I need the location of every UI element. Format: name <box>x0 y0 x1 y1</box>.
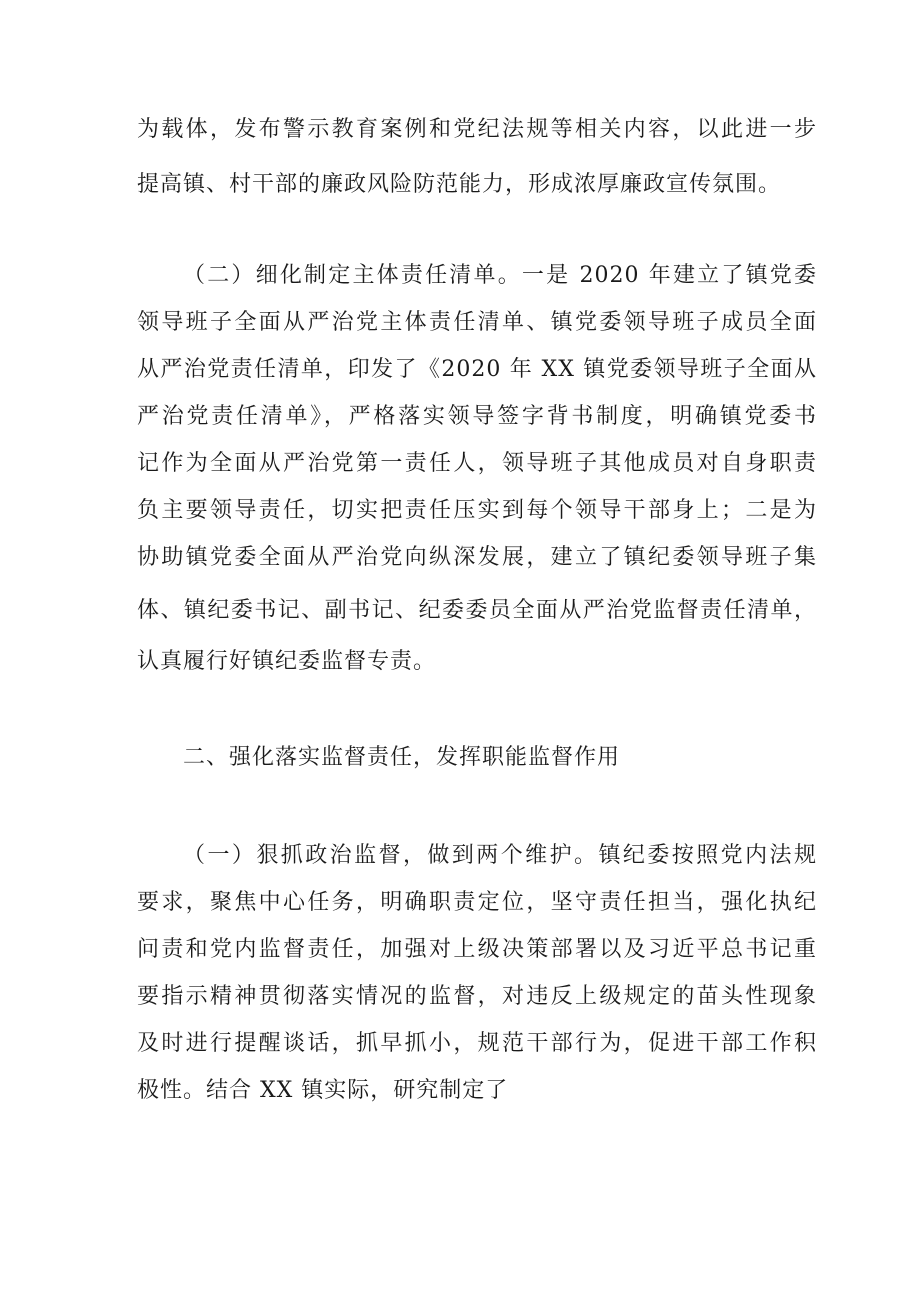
paragraph-line: 体、镇纪委书记、副书记、纪委委员全面从严治党监督责任清单， <box>137 598 817 623</box>
paragraph-line: 记作为全面从严治党第一责任人，领导班子其他成员对自身职责 <box>137 451 817 476</box>
paragraph-line: 协助镇党委全面从严治党向纵深发展，建立了镇纪委领导班子集 <box>137 545 817 570</box>
paragraph-line: 从严治党责任清单，印发了《2020 年 XX 镇党委领导班子全面从 <box>137 357 817 382</box>
paragraph-line: 认真履行好镇纪委监督专责。 <box>137 649 437 674</box>
paragraph-line: 问责和党内监督责任，加强对上级决策部署以及习近平总书记重 <box>137 937 817 962</box>
section-heading: 二、强化落实监督责任，发挥职能监督作用 <box>183 745 621 770</box>
paragraph-line: 要求，聚焦中心任务，明确职责定位，坚守责任担当，强化执纪 <box>137 890 817 915</box>
paragraph-line: 为载体，发布警示教育案例和党纪法规等相关内容，以此进一步 <box>137 117 817 142</box>
paragraph-line: 负主要领导责任，切实把责任压实到每个领导干部身上；二是为 <box>137 498 817 523</box>
paragraph-line: （一）狠抓政治监督，做到两个维护。镇纪委按照党内法规 <box>183 843 817 868</box>
paragraph-line: 领导班子全面从严治党主体责任清单、镇党委领导班子成员全面 <box>137 310 817 335</box>
paragraph-line: 及时进行提醒谈话，抓早抓小，规范干部行为，促进干部工作积 <box>137 1031 817 1056</box>
paragraph-line: 要指示精神贯彻落实情况的监督，对违反上级规定的苗头性现象 <box>137 984 817 1009</box>
paragraph-line: 严治党责任清单》，严格落实领导签字背书制度，明确镇党委书 <box>137 404 817 429</box>
paragraph-line: （二）细化制定主体责任清单。一是 2020 年建立了镇党委 <box>183 263 817 288</box>
paragraph-line: 极性。结合 XX 镇实际，研究制定了 <box>137 1078 509 1103</box>
paragraph-line: 提高镇、村干部的廉政风险防范能力，形成浓厚廉政宣传氛围。 <box>137 172 782 197</box>
